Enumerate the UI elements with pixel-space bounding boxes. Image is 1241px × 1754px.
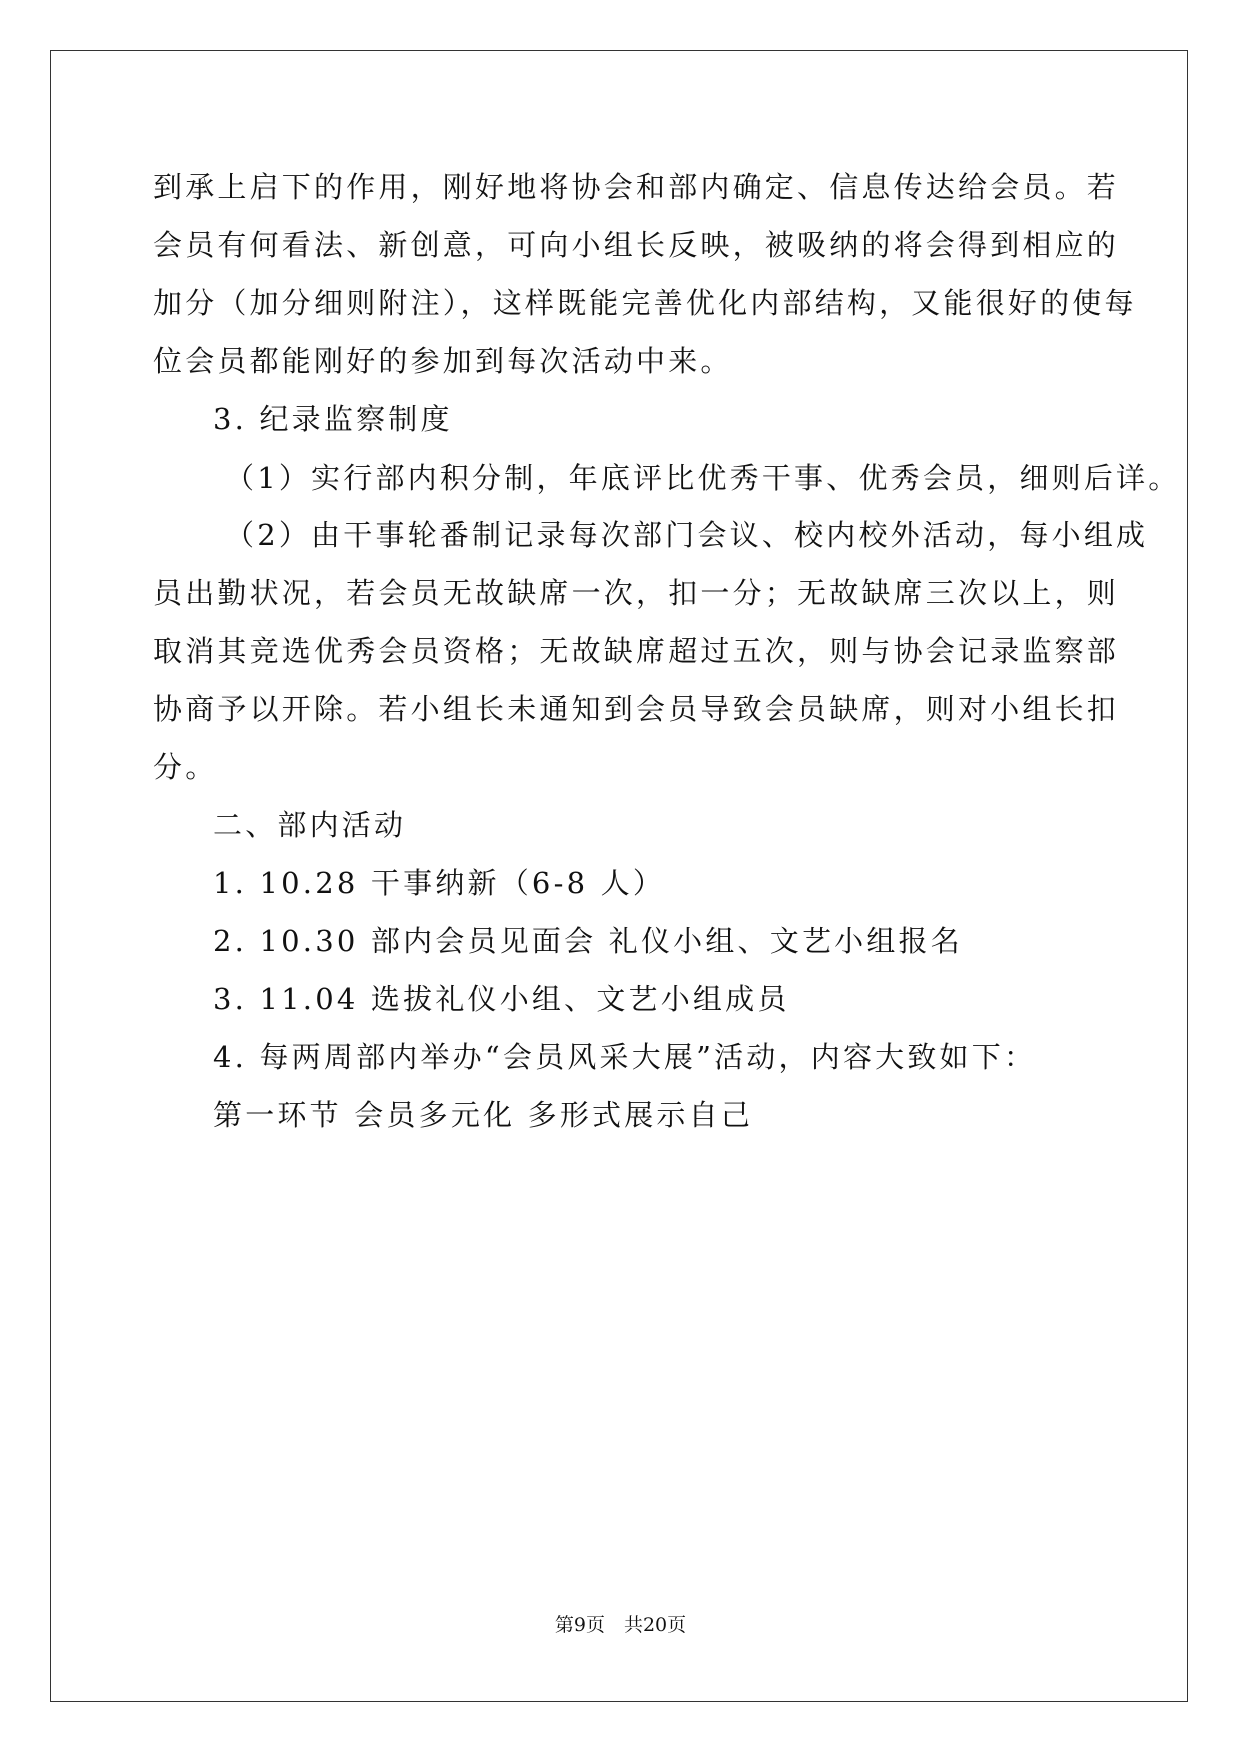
paragraph-line: （1）实行部内积分制，年底评比优秀干事、优秀会员，细则后详。 [225,461,1181,495]
paragraph-line: 会员有何看法、新创意，可向小组长反映，被吸纳的将会得到相应的 [153,228,1120,262]
page-number-footer: 第9页 共20页 [554,1614,687,1636]
paragraph-line: 位会员都能刚好的参加到每次活动中来。 [153,344,733,378]
section-heading: 3. 纪录监察制度 [213,402,453,436]
paragraph-line: （2）由干事轮番制记录每次部门会议、校内校外活动，每小组成 [225,518,1149,552]
paragraph-line: 加分（加分细则附注），这样既能完善优化内部结构，又能很好的使每 [153,286,1137,320]
list-item: 3. 11.04 选拔礼仪小组、文艺小组成员 [213,982,790,1016]
paragraph-line: 取消其竞选优秀会员资格；无故缺席超过五次，则与协会记录监察部 [153,634,1120,668]
list-item: 第一环节 会员多元化 多形式展示自己 [213,1098,754,1132]
paragraph-line: 协商予以开除。若小组长未通知到会员导致会员缺席，则对小组长扣 [153,692,1120,726]
list-item: 2. 10.30 部内会员见面会 礼仪小组、文艺小组报名 [213,924,963,958]
list-item: 1. 10.28 干事纳新（6-8 人） [213,866,666,900]
section-heading: 二、部内活动 [213,808,407,842]
paragraph-line: 到承上启下的作用，刚好地将协会和部内确定、信息传达给会员。若 [153,170,1120,204]
list-item: 4. 每两周部内举办“会员风采大展”活动，内容大致如下： [213,1040,1037,1074]
paragraph-line: 员出勤状况，若会员无故缺席一次，扣一分；无故缺席三次以上，则 [153,576,1120,610]
paragraph-line: 分。 [153,750,218,784]
